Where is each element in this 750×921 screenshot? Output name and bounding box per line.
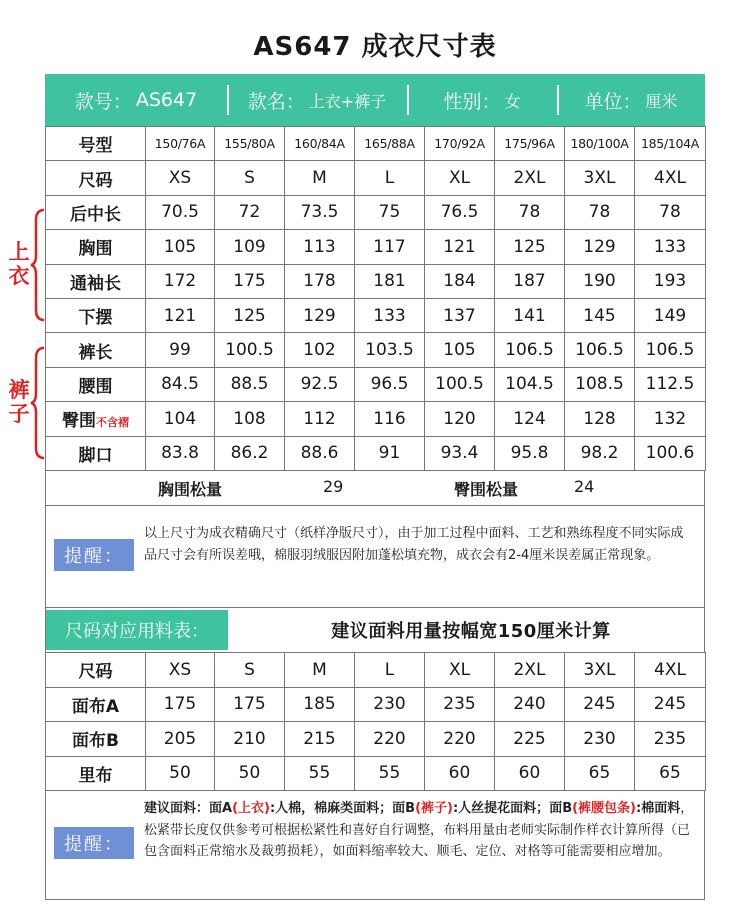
size-row — [46, 161, 706, 195]
table-cell: 106.5 — [495, 333, 565, 367]
table-cell: 178 — [285, 264, 355, 298]
table-cell: 104 — [146, 402, 215, 436]
reminder2-part: 面A — [209, 801, 233, 816]
table-cell: 60 — [425, 756, 495, 791]
table-cell: 175 — [146, 687, 215, 722]
row-label-note: 不含褶 — [96, 416, 129, 430]
table-row — [46, 756, 706, 791]
table-cell: 230 — [565, 722, 635, 757]
table-cell: 210 — [215, 722, 285, 757]
table-cell: 105 — [146, 230, 215, 264]
reminder-text-2 — [144, 798, 698, 863]
table-cell: 133 — [355, 298, 425, 332]
row-label: 尺码 — [46, 653, 146, 688]
table-cell: 108.5 — [565, 367, 635, 401]
table-cell: 125 — [215, 298, 285, 332]
table-cell: 50 — [146, 756, 215, 791]
table-cell: 84.5 — [146, 367, 215, 401]
table-cell: XS — [146, 161, 215, 195]
table-cell: 145 — [565, 298, 635, 332]
table-cell: XL — [425, 161, 495, 195]
table-row — [46, 333, 706, 367]
table-cell: 108 — [215, 402, 285, 436]
table-cell: 193 — [635, 264, 706, 298]
gender-value: 女 — [504, 91, 521, 111]
table-cell: M — [285, 161, 355, 195]
table-cell: 215 — [285, 722, 355, 757]
table-cell: 65 — [565, 756, 635, 791]
table-cell: 50 — [215, 756, 285, 791]
table-cell: 72 — [215, 195, 285, 229]
row-label-text: 腰围 — [78, 376, 113, 397]
table-cell: 102 — [285, 333, 355, 367]
table-cell: 60 — [495, 756, 565, 791]
table-cell: 116 — [355, 402, 425, 436]
row-label — [46, 367, 146, 401]
table-cell: 92.5 — [285, 367, 355, 401]
table-cell: 175 — [215, 264, 285, 298]
table-cell: 220 — [355, 722, 425, 757]
table-cell: L — [355, 161, 425, 195]
table-cell: 205 — [146, 722, 215, 757]
row-label-text: 裤长 — [78, 342, 113, 363]
table-cell: 225 — [495, 722, 565, 757]
row-label — [46, 264, 146, 298]
table-cell: 113 — [285, 230, 355, 264]
row-label: 面布B — [46, 722, 146, 757]
row-label: 面布A — [46, 687, 146, 722]
table-cell: L — [355, 653, 425, 688]
table-cell: 150/76A — [146, 127, 215, 161]
fabric-usage-table — [45, 652, 706, 791]
table-cell: 86.2 — [215, 436, 285, 470]
fabric-usage-bar — [45, 608, 705, 652]
table-row — [46, 264, 706, 298]
table-cell: 165/88A — [355, 127, 425, 161]
reminder2-part: 建议面料： — [144, 801, 210, 816]
table-cell: 96.5 — [355, 367, 425, 401]
table-row — [46, 230, 706, 264]
reminder2-part: 面B — [392, 801, 416, 816]
table-cell: 95.8 — [495, 436, 565, 470]
style-number-value: AS647 — [135, 89, 198, 111]
unit-cell — [557, 74, 705, 126]
table-cell: 175/96A — [495, 127, 565, 161]
row-label — [46, 127, 146, 161]
table-row — [46, 687, 706, 722]
table-cell: 124 — [495, 402, 565, 436]
table-row — [46, 367, 706, 401]
table-cell: 128 — [565, 402, 635, 436]
table-cell: 78 — [495, 195, 565, 229]
table-cell: 133 — [635, 230, 706, 264]
table-cell: 3XL — [565, 161, 635, 195]
table-row — [46, 195, 706, 229]
table-cell: 235 — [635, 722, 706, 757]
table-cell: 245 — [565, 687, 635, 722]
hip-looseness-label: 臀围松量 — [454, 480, 519, 499]
table-cell: 170/92A — [425, 127, 495, 161]
table-cell: 175 — [215, 687, 285, 722]
reminder-tag-1: 提醒： — [54, 539, 134, 571]
fabric-usage-tag: 尺码对应用料表： — [46, 610, 228, 650]
table-row — [46, 402, 706, 436]
row-label — [46, 298, 146, 332]
side-label-top: 上衣 — [8, 240, 30, 288]
reminder2-highlight: (裤腰包条) — [572, 801, 636, 816]
fabric-size-row — [46, 653, 706, 688]
row-label — [46, 333, 146, 367]
table-cell: 103.5 — [355, 333, 425, 367]
row-label-text: 脚口 — [78, 445, 113, 466]
table-cell: S — [215, 161, 285, 195]
table-cell: 129 — [565, 230, 635, 264]
table-cell: 88.5 — [215, 367, 285, 401]
bottom-brace-icon — [30, 346, 46, 460]
table-cell: 181 — [355, 264, 425, 298]
table-cell: 105 — [425, 333, 495, 367]
fabric-width-note: 建议面料用量按幅宽150厘米计算 — [331, 621, 611, 642]
gender-label: 性别： — [443, 90, 501, 113]
table-cell: 180/100A — [565, 127, 635, 161]
style-name-label: 款名： — [247, 90, 305, 113]
table-cell: 93.4 — [425, 436, 495, 470]
row-label — [46, 230, 146, 264]
reminder-box-2 — [45, 790, 705, 900]
table-cell: 3XL — [565, 653, 635, 688]
table-cell: 100.5 — [425, 367, 495, 401]
table-cell: 100.5 — [215, 333, 285, 367]
table-cell: 73.5 — [285, 195, 355, 229]
looseness-row — [45, 470, 705, 506]
table-cell: 190 — [565, 264, 635, 298]
chest-looseness-label: 胸围松量 — [158, 480, 223, 499]
row-label-text: 号型 — [78, 136, 113, 157]
row-label-text: 尺码 — [78, 170, 113, 191]
table-cell: 184 — [425, 264, 495, 298]
table-cell: 106.5 — [565, 333, 635, 367]
table-cell: 112.5 — [635, 367, 706, 401]
table-cell: 245 — [635, 687, 706, 722]
reminder2-part: ，松紧带长度仅供参考可根据松紧性和喜好自行调整，布料用量由老师实际制作样衣计算所得（已包含面料正常缩水及裁剪损耗），如面料缩率较大、顺毛、定位、对格等可能需要相应增加。 — [144, 801, 694, 859]
table-cell: 83.8 — [146, 436, 215, 470]
reminder-text-1: 以上尺寸为成衣精确尺寸（纸样净版尺寸），由于加工过程中面料、工艺和熟练程度不同实际成品尺寸会有所误差哦，棉服羽绒服因附加蓬松填充物，成衣会有2-4厘米误差属正常现象。 — [144, 526, 684, 563]
table-row — [46, 436, 706, 470]
table-cell: 172 — [146, 264, 215, 298]
table-cell: 76.5 — [425, 195, 495, 229]
table-cell: 120 — [425, 402, 495, 436]
style-name-value: 上衣+裤子 — [308, 91, 387, 111]
table-cell: XS — [146, 653, 215, 688]
table-cell: 65 — [635, 756, 706, 791]
row-label — [46, 195, 146, 229]
table-cell: 2XL — [495, 161, 565, 195]
row-label-text: 后中长 — [70, 204, 121, 225]
row-label — [46, 161, 146, 195]
row-label — [46, 436, 146, 470]
table-cell: 112 — [285, 402, 355, 436]
table-cell: 78 — [565, 195, 635, 229]
table-cell: 132 — [635, 402, 706, 436]
table-row — [46, 722, 706, 757]
table-cell: 4XL — [635, 653, 706, 688]
table-cell: 160/84A — [285, 127, 355, 161]
reminder2-part: :棉面料 — [636, 801, 681, 816]
table-cell: S — [215, 653, 285, 688]
table-cell: 185 — [285, 687, 355, 722]
table-cell: 55 — [285, 756, 355, 791]
chest-looseness-value: 29 — [323, 477, 344, 496]
table-cell: 121 — [425, 230, 495, 264]
table-cell: 187 — [495, 264, 565, 298]
table-cell: 91 — [355, 436, 425, 470]
size-chart-table — [45, 126, 706, 471]
hip-looseness-value: 24 — [574, 477, 595, 496]
reminder2-part: :人棉，棉麻类面料； — [269, 801, 393, 816]
reminder2-part: :人丝提花面料； — [452, 801, 550, 816]
row-label — [46, 402, 146, 436]
reminder2-part: 面B — [549, 801, 573, 816]
table-cell: 75 — [355, 195, 425, 229]
table-cell: 55 — [355, 756, 425, 791]
table-cell: 185/104A — [635, 127, 706, 161]
table-cell: 100.6 — [635, 436, 706, 470]
row-label: 里布 — [46, 756, 146, 791]
row-label-text: 下摆 — [78, 308, 113, 329]
reminder2-highlight: (上衣) — [232, 801, 270, 816]
unit-value: 厘米 — [645, 91, 678, 111]
table-cell: 104.5 — [495, 367, 565, 401]
row-label-text: 胸围 — [78, 239, 113, 260]
model-row — [46, 127, 706, 161]
table-cell: 121 — [146, 298, 215, 332]
table-cell: 109 — [215, 230, 285, 264]
table-cell: 129 — [285, 298, 355, 332]
table-cell: 2XL — [495, 653, 565, 688]
table-cell: 155/80A — [215, 127, 285, 161]
table-cell: 235 — [425, 687, 495, 722]
table-cell: 240 — [495, 687, 565, 722]
table-cell: 98.2 — [565, 436, 635, 470]
table-cell: 70.5 — [146, 195, 215, 229]
reminder2-highlight: (裤子) — [415, 801, 453, 816]
reminder-tag-2: 提醒： — [54, 827, 134, 859]
table-cell: 117 — [355, 230, 425, 264]
style-header-bar — [45, 74, 705, 126]
style-number-label: 款号： — [74, 90, 132, 113]
table-cell: 78 — [635, 195, 706, 229]
table-cell: 106.5 — [635, 333, 706, 367]
style-number-cell — [45, 74, 227, 126]
table-cell: 220 — [425, 722, 495, 757]
page-title: AS647 成衣尺寸表 — [253, 32, 497, 62]
table-cell: 125 — [495, 230, 565, 264]
style-name-cell — [227, 74, 407, 126]
table-cell: 141 — [495, 298, 565, 332]
gender-cell — [407, 74, 557, 126]
table-cell: 230 — [355, 687, 425, 722]
table-cell: M — [285, 653, 355, 688]
table-cell: 88.6 — [285, 436, 355, 470]
table-row — [46, 298, 706, 332]
row-label-text: 通袖长 — [70, 273, 121, 294]
top-brace-icon — [30, 208, 46, 322]
table-cell: 149 — [635, 298, 706, 332]
table-cell: 137 — [425, 298, 495, 332]
row-label-text: 臀围 — [62, 411, 96, 432]
unit-label: 单位： — [584, 90, 642, 113]
reminder-box-1 — [45, 506, 705, 608]
table-cell: 4XL — [635, 161, 706, 195]
side-label-bottom: 裤子 — [8, 378, 30, 426]
table-cell: XL — [425, 653, 495, 688]
table-cell: 99 — [146, 333, 215, 367]
